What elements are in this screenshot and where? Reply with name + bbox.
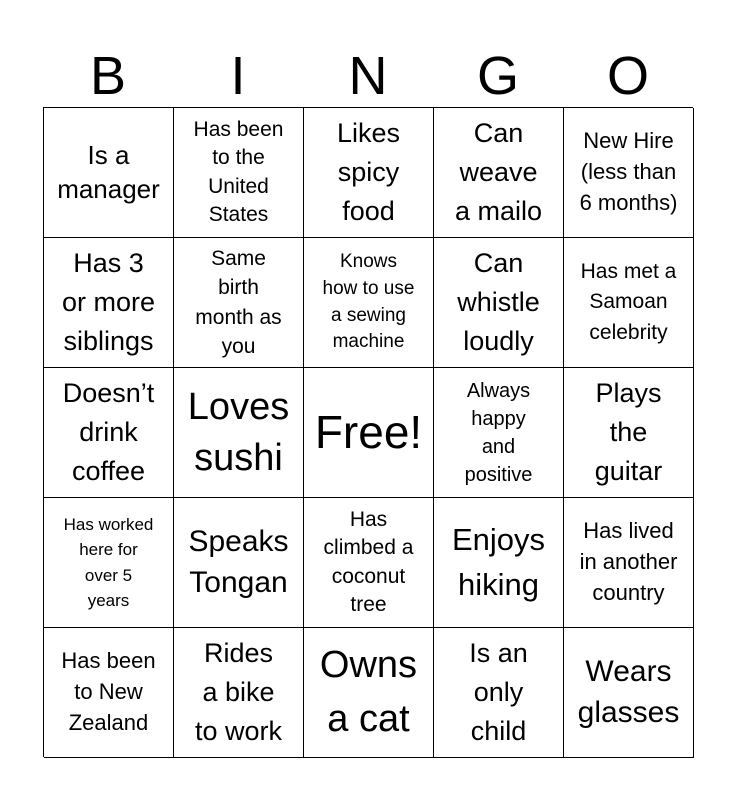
bingo-cell[interactable]: [564, 498, 694, 628]
bingo-cell-text: Owns a cat: [319, 644, 418, 740]
bingo-cell-text: Enjoys hiking: [451, 521, 546, 602]
bingo-header: [43, 44, 693, 108]
bingo-cell[interactable]: [174, 628, 304, 758]
bingo-cell[interactable]: [44, 108, 174, 238]
bingo-cell-text: Plays the guitar: [594, 377, 663, 487]
bingo-cell[interactable]: [44, 498, 174, 628]
bingo-cell[interactable]: [304, 108, 434, 238]
bingo-cell-text: Has been to the United States: [193, 117, 284, 226]
bingo-cell-text: Always happy and positive: [464, 379, 533, 486]
bingo-cell[interactable]: [434, 368, 564, 498]
bingo-cell[interactable]: [174, 498, 304, 628]
header-letter-b: B: [89, 46, 127, 106]
bingo-cell[interactable]: [174, 108, 304, 238]
bingo-cell[interactable]: [434, 108, 564, 238]
header-letter-n: N: [348, 46, 388, 106]
bingo-cell-text: Has worked here for over 5 years: [63, 514, 154, 610]
bingo-cell[interactable]: [44, 628, 174, 758]
bingo-cell[interactable]: [44, 368, 174, 498]
bingo-cell-text: Rides a bike to work: [194, 637, 283, 747]
bingo-cell-text: Same birth month as you: [195, 246, 282, 358]
bingo-cell[interactable]: [304, 628, 434, 758]
bingo-cell-text: Free!: [314, 405, 423, 458]
bingo-cell-text: Likes spicy food: [336, 117, 401, 227]
bingo-cell[interactable]: [304, 238, 434, 368]
bingo-cell[interactable]: [304, 498, 434, 628]
bingo-cell-text: Wears glasses: [577, 655, 680, 729]
bingo-cell-text: Can whistle loudly: [457, 247, 540, 357]
free-space-cell[interactable]: [304, 368, 434, 498]
bingo-cell[interactable]: [174, 238, 304, 368]
bingo-cell[interactable]: [174, 368, 304, 498]
bingo-cell[interactable]: [44, 238, 174, 368]
bingo-cell[interactable]: [564, 238, 694, 368]
bingo-cell-text: Is an only child: [469, 637, 528, 747]
bingo-cell-text: Can weave a mailo: [454, 117, 543, 227]
bingo-cell-text: Has met a Samoan celebrity: [580, 259, 677, 344]
bingo-cell-text: Doesn’t drink coffee: [62, 377, 155, 487]
header-letter-i: I: [230, 46, 246, 106]
bingo-cell-text: Has been to New Zealand: [61, 648, 156, 735]
bingo-cell-text: Has climbed a coconut tree: [323, 507, 414, 616]
bingo-cell[interactable]: [434, 238, 564, 368]
bingo-cell[interactable]: [564, 628, 694, 758]
bingo-cell-text: Speaks Tongan: [188, 525, 289, 599]
bingo-cell[interactable]: [564, 368, 694, 498]
bingo-cell-text: Is a manager: [57, 139, 160, 204]
bingo-cell[interactable]: [564, 108, 694, 238]
bingo-cell-text: Loves sushi: [187, 386, 290, 479]
header-letter-o: O: [606, 46, 649, 106]
bingo-grid: [43, 107, 693, 757]
bingo-cell-text: Knows how to use a sewing machine: [322, 251, 415, 353]
bingo-cell[interactable]: [434, 498, 564, 628]
bingo-cell[interactable]: [434, 628, 564, 758]
header-letter-g: G: [476, 46, 519, 106]
bingo-cell-text: Has 3 or more siblings: [61, 247, 156, 357]
bingo-cell-text: New Hire (less than 6 months): [579, 128, 678, 215]
bingo-cell-text: Has lived in another country: [579, 518, 678, 605]
